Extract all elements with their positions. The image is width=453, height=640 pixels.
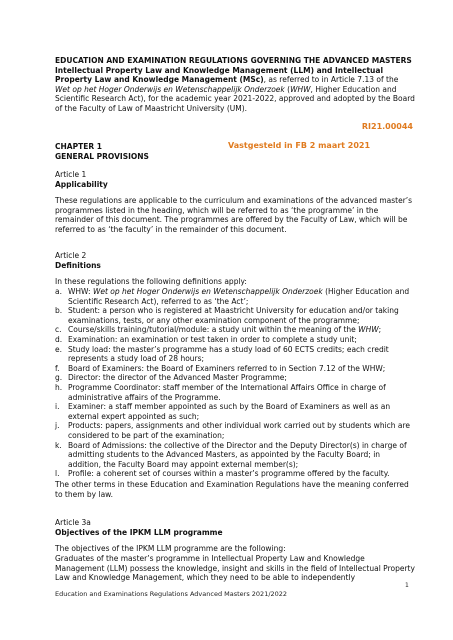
definition-item: g. Director: the director of the Advanced Master Programme; [55, 373, 287, 383]
definition-item: c. Course/skills training/tutorial/module: a study unit within the meaning of the WHW; [55, 325, 382, 335]
page-number: 1 [405, 582, 409, 589]
chapter-number: CHAPTER 1 [55, 142, 102, 151]
chapter-title: GENERAL PROVISIONS [55, 152, 149, 161]
page-footer: Education and Examinations Regulations Advanced Masters 2021/2022 [55, 590, 288, 598]
intro-text-2: ( [284, 84, 291, 94]
definition-item: b. Student: a person who is registered at Maastricht University for education and/or taking examinations, tests, or any other examination component of the programme; [55, 306, 399, 325]
article2-closing: The other terms in these Education and Examination Regulations have the meaning conferred to them by law. [55, 480, 409, 499]
definition-item: a. WHW: Wet op het Hoger Onderwijs en Wetenschappelijk Onderzoek (Higher Education and Scientific Research Act), referred to as ‘the Act’; [55, 287, 410, 306]
definition-item: l. Profile: a coherent set of courses within a master’s programme offered by the faculty. [55, 469, 390, 479]
article2-number: Article 2 [55, 251, 87, 260]
intro-text-1: , as referred to in Article 7.13 of the [263, 75, 399, 85]
intro-whw: WHW [290, 84, 311, 94]
definition-item: e. Study load: the master’s programme has a study load of 60 ECTS credits; each credit represents a study load of 28 hours; [55, 344, 389, 364]
article3a-body: Graduates of the master’s programme in Intellectual Property Law and Knowledge Management (LLM) possess the knowledge, insight and skills in the field of Intellectual Property Law and Knowledge Management, which they need to be able to independently [55, 554, 415, 583]
article2-title: Definitions [55, 261, 101, 270]
definition-item: f. Board of Examiners: the Board of Examiners referred to in Section 7.12 of the WHW; [55, 363, 386, 373]
definition-item: i. Examiner: a staff member appointed as such by the Board of Examiners as well as an external expert appointed as such; [55, 402, 391, 421]
regulations-title: EDUCATION AND EXAMINATION REGULATIONS GOVERNING THE ADVANCED MASTERS Intellectual Property Law and Knowledge Management (LLM) and Intellectual Property Law and Knowledge Management (MSc) [55, 56, 412, 85]
intro-text-3: , Higher Education and Scientific Research Act), for the academic year 2021-2022, approved and adopted by the Board of the Faculty of Law of Maastricht University (UM). [55, 84, 415, 113]
definition-item: k. Board of Admissions: the collective of the Director and the Deputy Director(s) in charge of admitting students to the Advanced Masters, as appointed by the Faculty Board; in addition, the Faculty Board may appoint external member(s); [55, 440, 407, 469]
article3a-intro: The objectives of the IPKM LLM programme are the following: [55, 544, 286, 553]
intro-act-name: Wet op het Hoger Onderwijs en Wetenschappelijk Onderzoek [55, 84, 285, 94]
definition-item: h. Programme Coordinator: staff member of the International Affairs Office in charge of administrative affairs of the Programme. [55, 382, 386, 402]
article3a-number: Article 3a [55, 518, 91, 527]
adoption-stamp: Vastgesteld in FB 2 maart 2021 [228, 141, 371, 150]
article1-number: Article 1 [55, 170, 87, 179]
article1-body: These regulations are applicable to the curriculum and examinations of the advanced master’s programmes listed in the heading, which will be referred to as ‘the programme’ in the remainder of this document. The programmes are offered by the Faculty of Law, which will be referred to as ‘the faculty’ in the remainder of this document. [55, 196, 413, 234]
regulations-header [55, 56, 415, 114]
article3a-title: Objectives of the IPKM LLM programme [55, 528, 223, 537]
article2-intro: In these regulations the following definitions apply: [55, 277, 247, 286]
reference-number: RI21.00044 [361, 122, 413, 131]
definitions-list [55, 287, 415, 479]
definition-item: d. Examination: an examination or test taken in order to complete a study unit; [55, 334, 357, 344]
definition-item: j. Products: papers, assignments and other individual work carried out by students which are considered to be part of the examination; [55, 421, 411, 440]
article1-title: Applicability [55, 180, 108, 189]
